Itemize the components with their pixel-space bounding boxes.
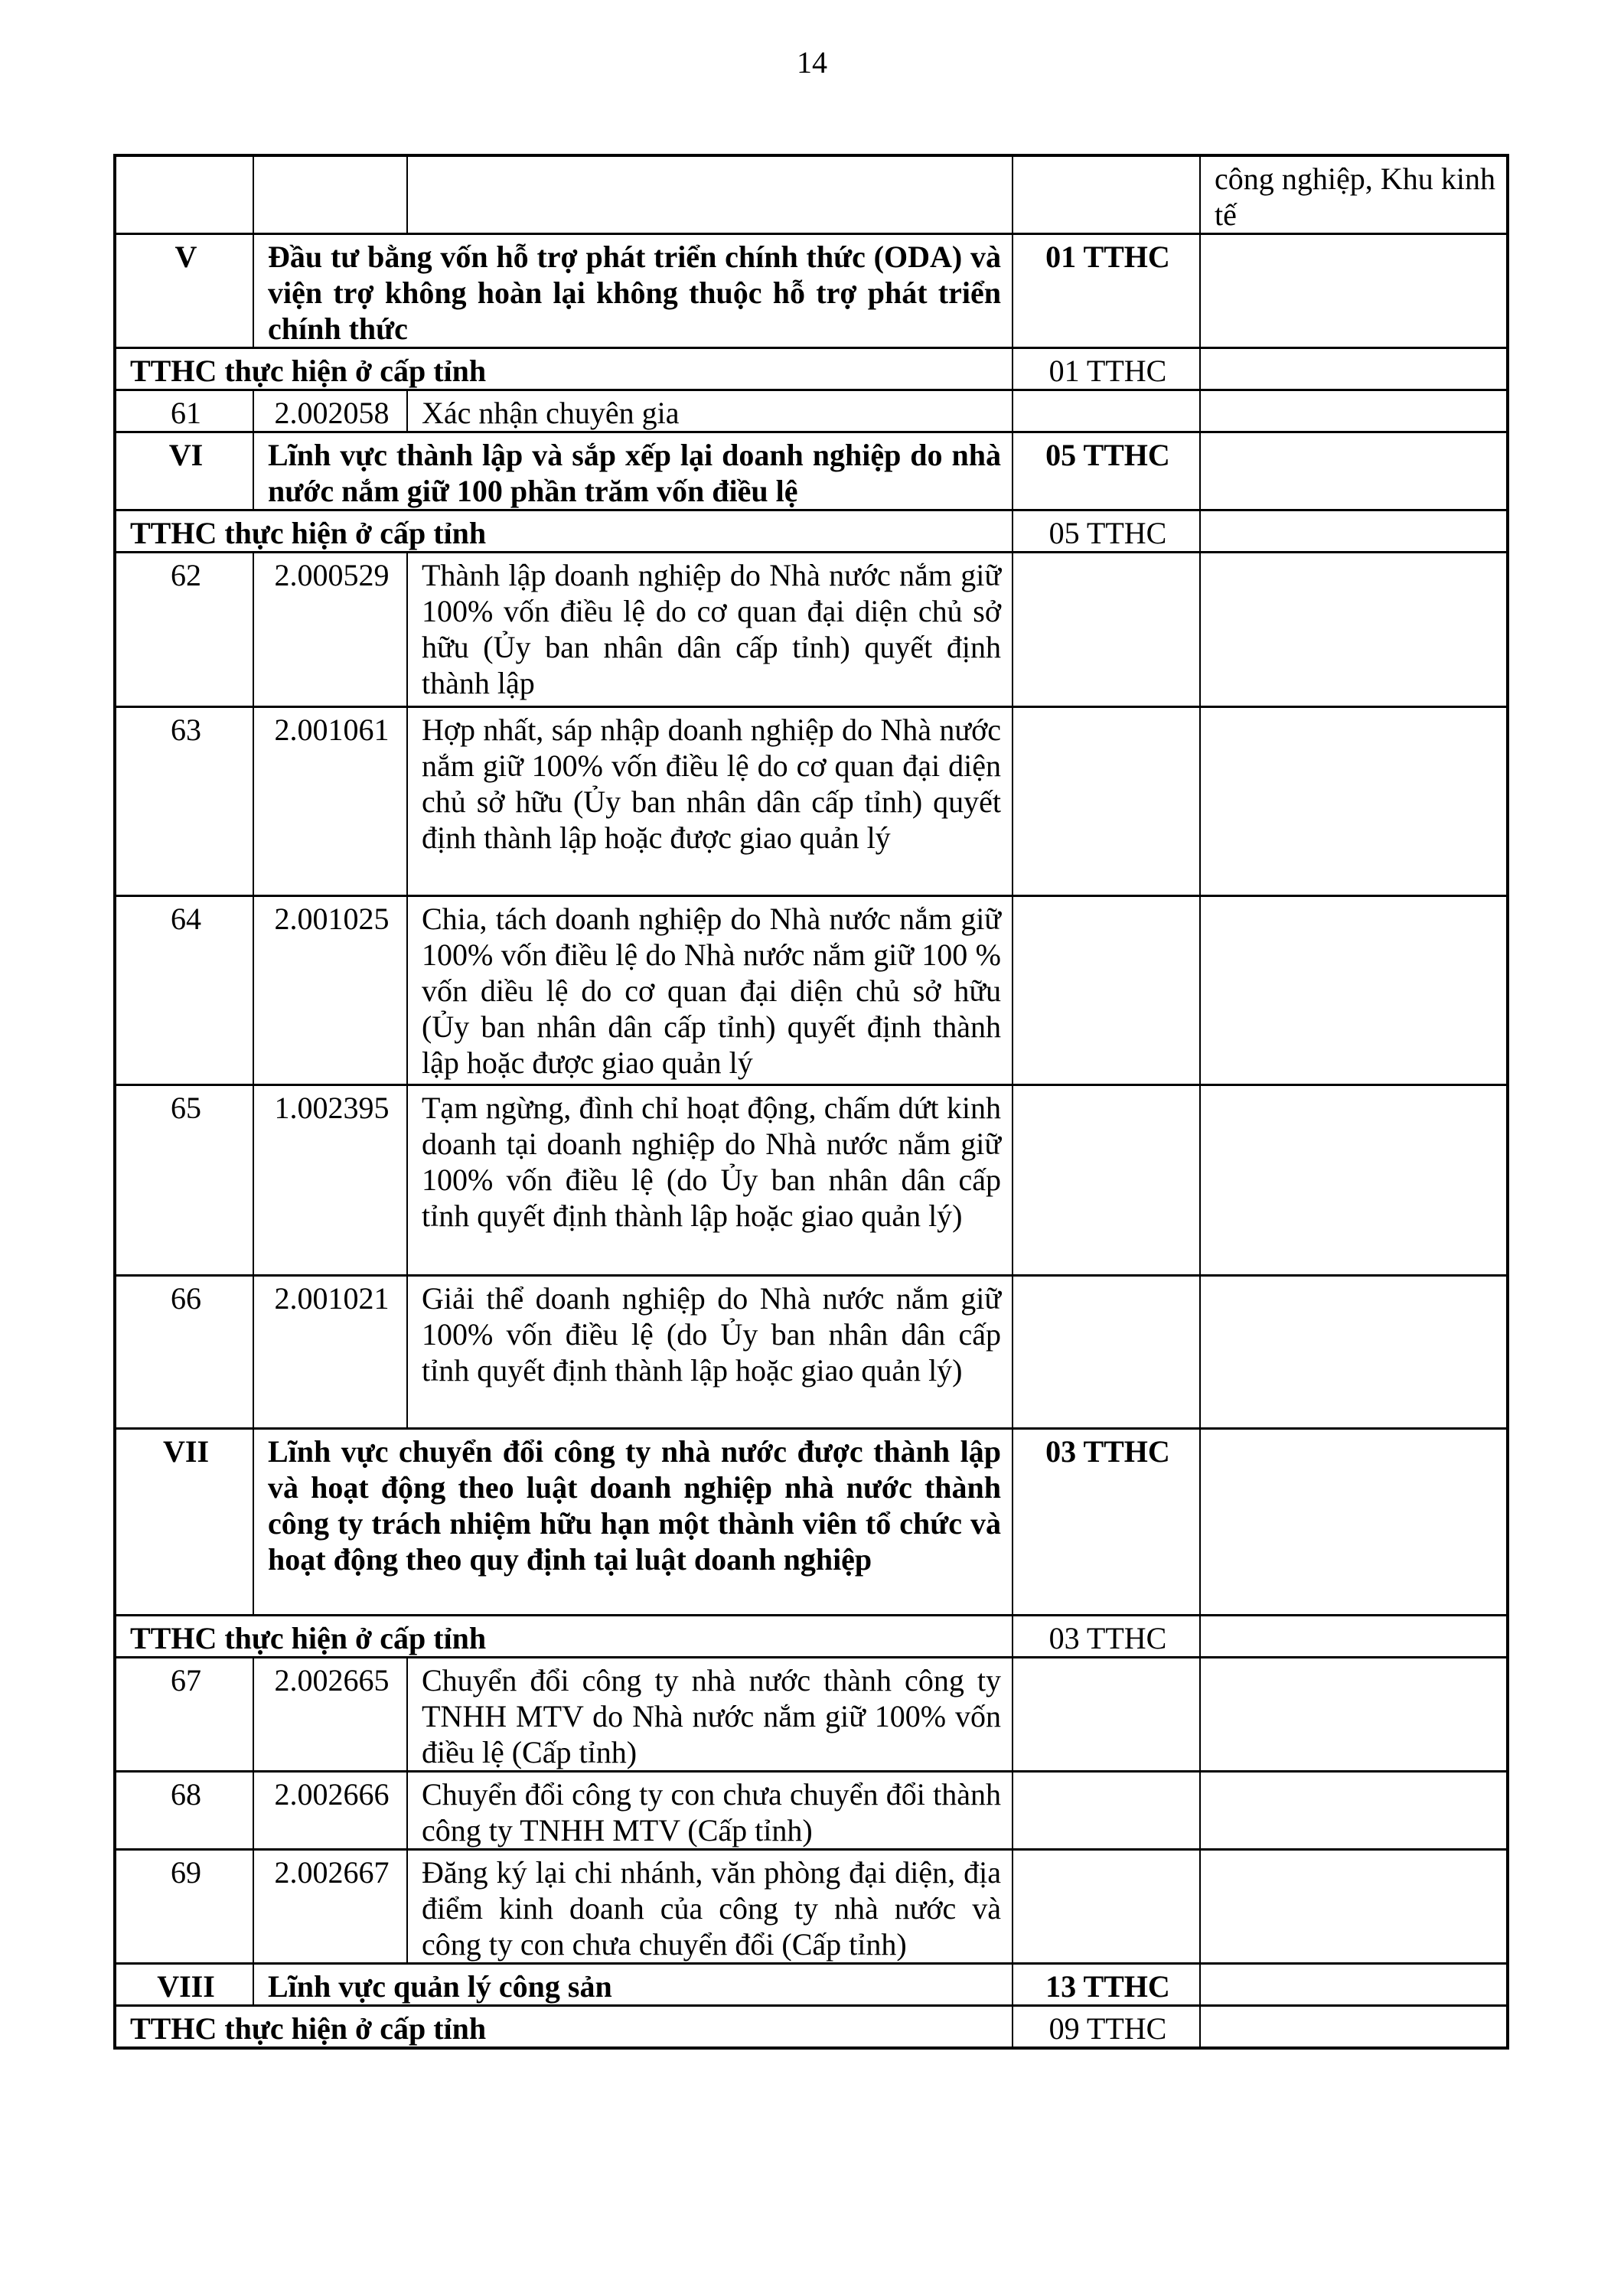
section-count-cell: 13 TTHC <box>1013 1964 1200 2006</box>
row-index-cell: 67 <box>115 1658 253 1772</box>
row-note-cell <box>1200 510 1508 553</box>
row-note-cell <box>1200 1964 1508 2006</box>
section-number-cell: VI <box>115 432 253 510</box>
row-count-cell <box>1013 553 1200 707</box>
table-row <box>115 1772 1508 1850</box>
row-note-cell <box>1200 707 1508 896</box>
row-note-cell <box>1200 2006 1508 2049</box>
row-index-cell: 68 <box>115 1772 253 1850</box>
row-note-cell <box>1200 432 1508 510</box>
table-row <box>115 432 1508 510</box>
row-count-cell <box>1013 1658 1200 1772</box>
table-row <box>115 1616 1508 1658</box>
table-row <box>115 234 1508 348</box>
section-title-cell: Đầu tư bằng vốn hỗ trợ phát triển chính thức (ODA) và viện trợ không hoàn lại không thuộc hỗ trợ phát triển chính thức <box>253 234 1013 348</box>
section-number-cell: VII <box>115 1429 253 1616</box>
row-note-cell: công nghiệp, Khu kinh tế <box>1200 155 1508 234</box>
table-row <box>115 1276 1508 1429</box>
row-note-cell <box>1200 1276 1508 1429</box>
table-row <box>115 1850 1508 1964</box>
row-name-cell: Chuyển đổi công ty con chưa chuyển đổi thành công ty TNHH MTV (Cấp tỉnh) <box>407 1772 1013 1850</box>
section-title-cell: Lĩnh vực thành lập và sắp xếp lại doanh nghiệp do nhà nước nắm giữ 100 phần trăm vốn điều lệ <box>253 432 1013 510</box>
row-index-cell <box>115 155 253 234</box>
row-name-cell: Xác nhận chuyên gia <box>407 390 1013 432</box>
section-count-cell: 05 TTHC <box>1013 432 1200 510</box>
row-index-cell: 62 <box>115 553 253 707</box>
level-count-cell: 03 TTHC <box>1013 1616 1200 1658</box>
row-code-cell: 2.002058 <box>253 390 407 432</box>
row-name-cell <box>407 155 1013 234</box>
row-index-cell: 65 <box>115 1085 253 1276</box>
row-index-cell: 63 <box>115 707 253 896</box>
row-count-cell <box>1013 1850 1200 1964</box>
row-code-cell: 1.002395 <box>253 1085 407 1276</box>
row-note-cell <box>1200 1772 1508 1850</box>
level-label-cell: TTHC thực hiện ở cấp tỉnh <box>115 1616 1013 1658</box>
table-row <box>115 707 1508 896</box>
table-row <box>115 896 1508 1085</box>
row-code-cell: 2.002665 <box>253 1658 407 1772</box>
row-count-cell <box>1013 1772 1200 1850</box>
row-count-cell <box>1013 390 1200 432</box>
row-note-cell <box>1200 348 1508 390</box>
level-label-cell: TTHC thực hiện ở cấp tỉnh <box>115 510 1013 553</box>
table-row <box>115 1085 1508 1276</box>
row-code-cell: 2.000529 <box>253 553 407 707</box>
row-index-cell: 69 <box>115 1850 253 1964</box>
row-count-cell <box>1013 1276 1200 1429</box>
level-count-cell: 09 TTHC <box>1013 2006 1200 2049</box>
level-label-cell: TTHC thực hiện ở cấp tỉnh <box>115 348 1013 390</box>
row-note-cell <box>1200 896 1508 1085</box>
row-code-cell: 2.002667 <box>253 1850 407 1964</box>
level-count-cell: 01 TTHC <box>1013 348 1200 390</box>
row-name-cell: Thành lập doanh nghiệp do Nhà nước nắm giữ 100% vốn điều lệ do cơ quan đại diện chủ sở hữu (Ủy ban nhân dân cấp tỉnh) quyết định thành lập <box>407 553 1013 707</box>
row-code-cell: 2.001021 <box>253 1276 407 1429</box>
procedures-table <box>113 154 1509 2050</box>
row-count-cell <box>1013 896 1200 1085</box>
row-count-cell <box>1013 1085 1200 1276</box>
table-row <box>115 390 1508 432</box>
row-name-cell: Chia, tách doanh nghiệp do Nhà nước nắm giữ 100% vốn điều lệ do Nhà nước nắm giữ 100 % vốn diều lệ do cơ quan đại diện chủ sở hữu (Ủy ban nhân dân cấp tỉnh) quyết định thành lập hoặc được giao quản lý <box>407 896 1013 1085</box>
row-note-cell <box>1200 390 1508 432</box>
section-count-cell: 03 TTHC <box>1013 1429 1200 1616</box>
row-code-cell <box>253 155 407 234</box>
table-row <box>115 1964 1508 2006</box>
table-row <box>115 553 1508 707</box>
row-count-cell <box>1013 707 1200 896</box>
row-code-cell: 2.001061 <box>253 707 407 896</box>
row-code-cell: 2.002666 <box>253 1772 407 1850</box>
row-note-cell <box>1200 1616 1508 1658</box>
table-row <box>115 348 1508 390</box>
row-name-cell: Giải thể doanh nghiệp do Nhà nước nắm giữ 100% vốn điều lệ (do Ủy ban nhân dân cấp tỉnh quyết định thành lập hoặc giao quản lý) <box>407 1276 1013 1429</box>
row-index-cell: 66 <box>115 1276 253 1429</box>
page-number: 14 <box>797 45 827 80</box>
table-row <box>115 2006 1508 2049</box>
row-note-cell <box>1200 234 1508 348</box>
row-count-cell <box>1013 155 1200 234</box>
section-count-cell: 01 TTHC <box>1013 234 1200 348</box>
row-index-cell: 61 <box>115 390 253 432</box>
procedures-table-body <box>115 155 1508 2048</box>
row-index-cell: 64 <box>115 896 253 1085</box>
table-row <box>115 510 1508 553</box>
row-note-cell <box>1200 1429 1508 1616</box>
level-count-cell: 05 TTHC <box>1013 510 1200 553</box>
row-name-cell: Hợp nhất, sáp nhập doanh nghiệp do Nhà nước nắm giữ 100% vốn điều lệ do cơ quan đại diện chủ sở hữu (Ủy ban nhân dân cấp tỉnh) quyết định thành lập hoặc được giao quản lý <box>407 707 1013 896</box>
row-code-cell: 2.001025 <box>253 896 407 1085</box>
row-note-cell <box>1200 1085 1508 1276</box>
row-name-cell: Chuyển đổi công ty nhà nước thành công ty TNHH MTV do Nhà nước nắm giữ 100% vốn điều lệ (Cấp tỉnh) <box>407 1658 1013 1772</box>
table-row <box>115 155 1508 234</box>
row-name-cell: Đăng ký lại chi nhánh, văn phòng đại diện, địa điểm kinh doanh của công ty nhà nước và công ty con chưa chuyển đổi (Cấp tỉnh) <box>407 1850 1013 1964</box>
section-number-cell: V <box>115 234 253 348</box>
row-name-cell: Tạm ngừng, đình chỉ hoạt động, chấm dứt kinh doanh tại doanh nghiệp do Nhà nước nắm giữ 100% vốn điều lệ (do Ủy ban nhân dân cấp tỉnh quyết định thành lập hoặc giao quản lý) <box>407 1085 1013 1276</box>
row-note-cell <box>1200 553 1508 707</box>
table-row <box>115 1429 1508 1616</box>
section-title-cell: Lĩnh vực quản lý công sản <box>253 1964 1013 2006</box>
row-note-cell <box>1200 1850 1508 1964</box>
table-row <box>115 1658 1508 1772</box>
row-note-cell <box>1200 1658 1508 1772</box>
section-title-cell: Lĩnh vực chuyển đổi công ty nhà nước được thành lập và hoạt động theo luật doanh nghiệp nhà nước thành công ty trách nhiệm hữu hạn một thành viên tổ chức và hoạt động theo quy định tại luật doanh nghiệp <box>253 1429 1013 1616</box>
level-label-cell: TTHC thực hiện ở cấp tỉnh <box>115 2006 1013 2049</box>
section-number-cell: VIII <box>115 1964 253 2006</box>
